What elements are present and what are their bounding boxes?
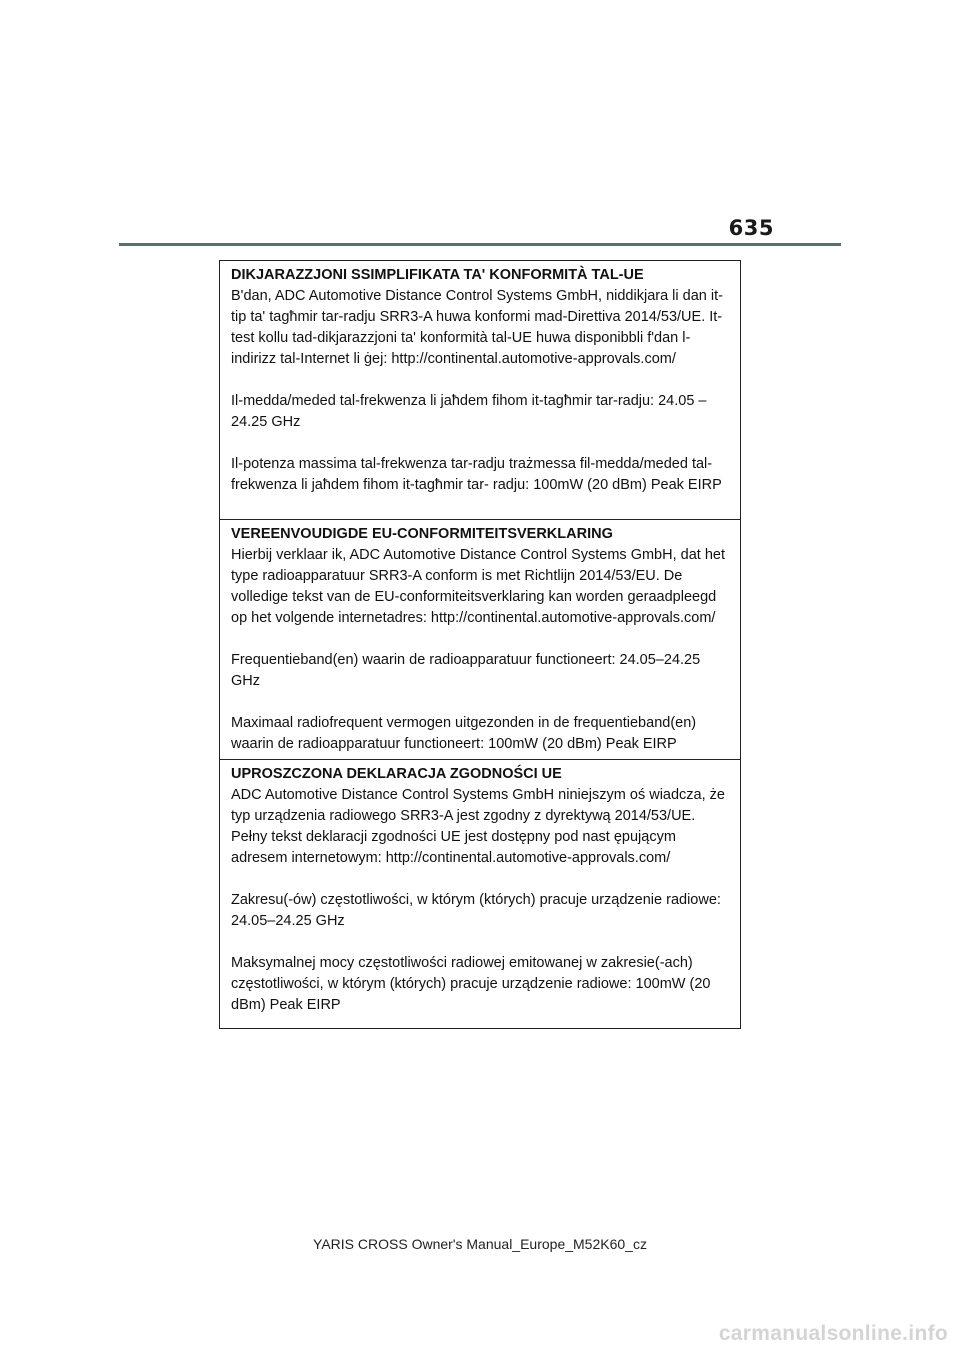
declarations-box	[219, 260, 741, 1029]
declaration-polish	[220, 759, 740, 1028]
declaration-body: Hierbij verklaar ik, ADC Automotive Distance Control Systems GmbH, dat het type radioapparatuur SRR3-A conform is met Richtlijn 2014/53/EU. De volledige tekst van de EU-conformiteitsverklaring kan worden geraadpleegd op het volgende internetadres: http://continental.automotive-approvals.com/	[231, 547, 725, 626]
frequency-band-text: Frequentieband(en) waarin de radioapparatuur functioneert: 24.05–24.25 GHz	[231, 652, 701, 689]
frequency-band-text: Il-medda/meded tal-frekwenza li jaħdem fihom it-tagħmir tar-radju: 24.05 –24.25 GHz	[231, 393, 707, 430]
declaration-body: ADC Automotive Distance Control Systems GmbH niniejszym oś wiadcza, że typ urządzenia radiowego SRR3-A jest zgodny z dyrektywą 2014/53/UE. Pełny tekst deklaracji zgodności UE jest dostępny pod nast ępującym adresem internetowym: http://continental.automotive-approvals.com/	[231, 787, 725, 866]
max-power-text: Maximaal radiofrequent vermogen uitgezonden in de frequentieband(en) waarin de radioapparatuur functioneert: 100mW (20 dBm) Peak EIRP	[231, 715, 697, 752]
declaration-title: VEREENVOUDIGDE EU-CONFORMITEITSVERKLARING	[231, 526, 613, 542]
header-rule	[119, 243, 841, 246]
max-power-text: Maksymalnej mocy częstotliwości radiowej emitowanej w zakresie(-ach) częstotliwości, w którym (których) pracuje urządzenie radiowe: 100mW (20 dBm) Peak EIRP	[231, 955, 711, 1013]
declaration-dutch	[220, 519, 740, 759]
page-number: 635	[728, 216, 774, 240]
manual-footer: YARIS CROSS Owner's Manual_Europe_M52K60_cz	[313, 1236, 647, 1252]
declaration-body: B'dan, ADC Automotive Distance Control Systems GmbH, niddikjara li dan it-tip ta' tagħmir tar-radju SRR3-A huwa konformi mad-Direttiva 2014/53/UE. It-test kollu tad-dikjarazzjoni ta' konformità tal-UE huwa disponibbli f'dan l-indirizz tal-Internet li ġej: http://continental.automotive-approvals.com/	[231, 288, 723, 367]
site-watermark: carmanualsonline.info	[718, 1322, 948, 1345]
declaration-title: UPROSZCZONA DEKLARACJA ZGODNOŚCI UE	[231, 766, 562, 782]
declaration-title: DIKJARAZZJONI SSIMPLIFIKATA TA' KONFORMITÀ TAL-UE	[231, 267, 644, 283]
frequency-band-text: Zakresu(-ów) częstotliwości, w którym (których) pracuje urządzenie radiowe: 24.05–24.25 GHz	[231, 892, 721, 929]
max-power-text: Il-potenza massima tal-frekwenza tar-radju trażmessa fil-medda/meded tal-frekwenza li jaħdem fihom it-tagħmir tar- radju: 100mW (20 dBm) Peak EIRP	[231, 456, 722, 493]
declaration-maltese	[220, 261, 740, 519]
